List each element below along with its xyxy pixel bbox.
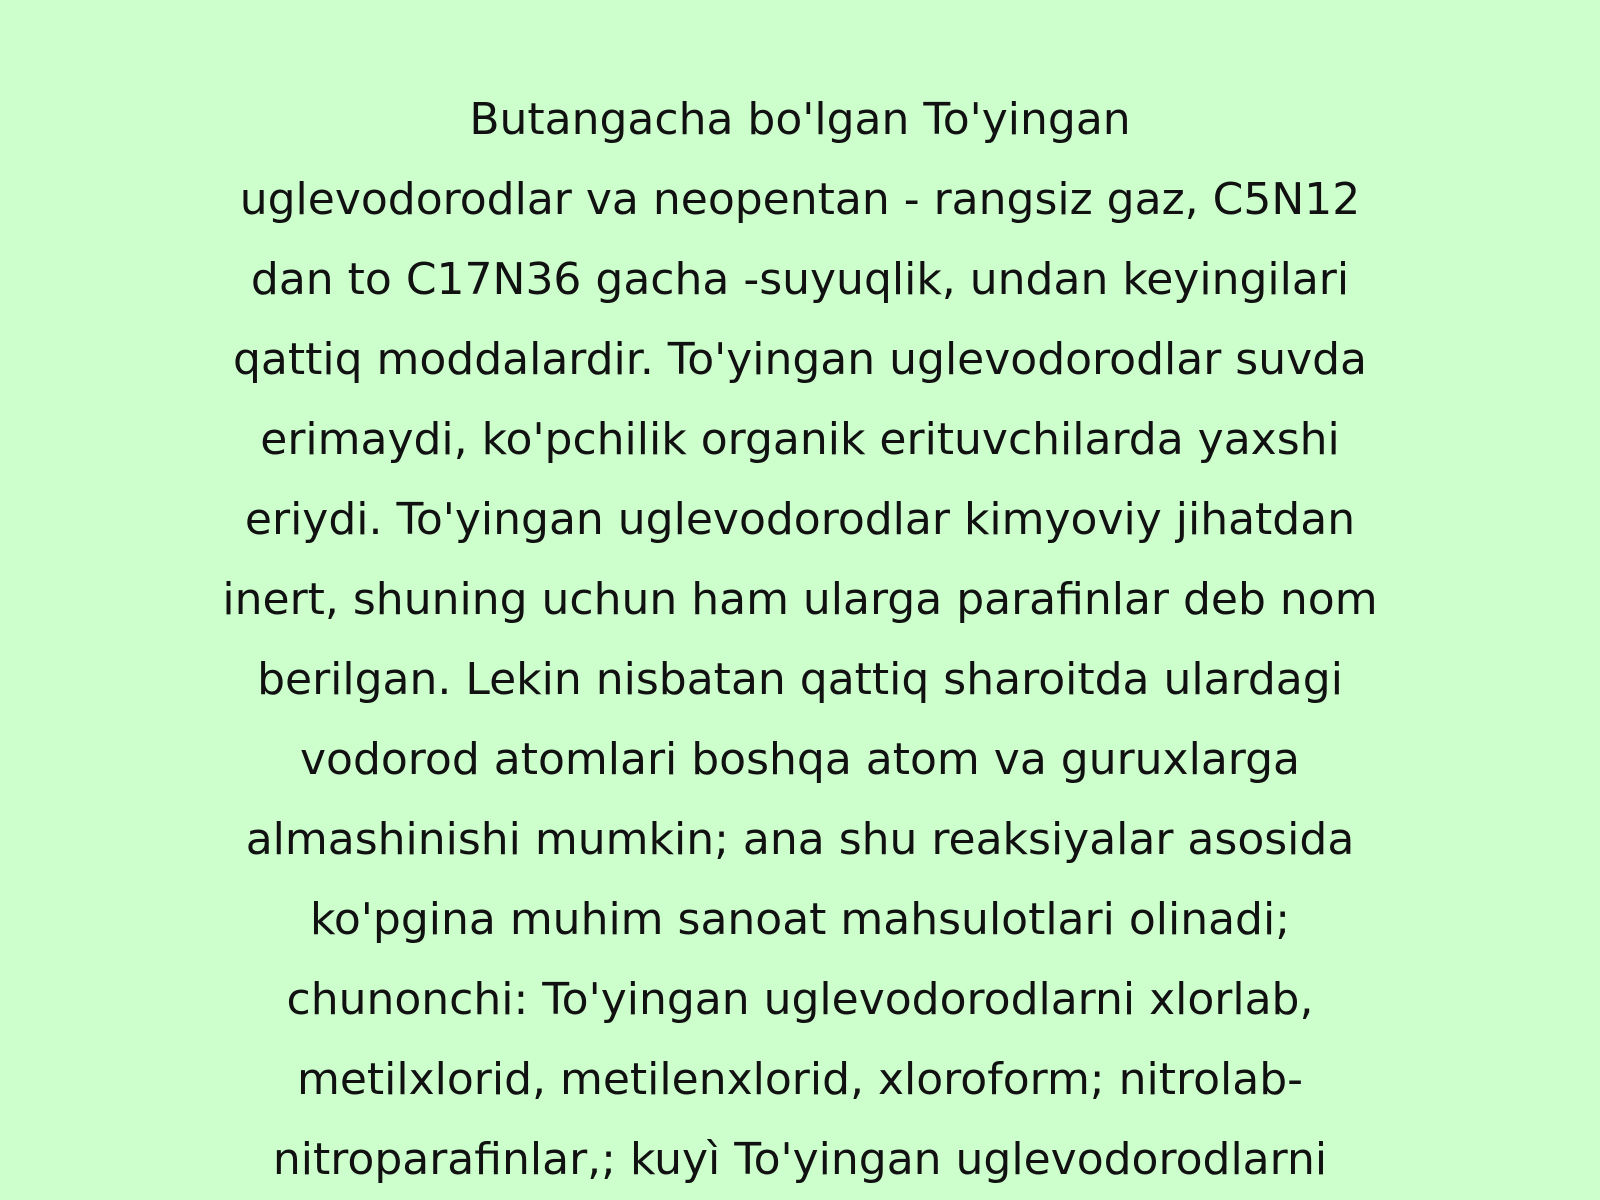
text-line: inert, shuning uchun ham ularga parafinlar deb nom: [222, 574, 1378, 625]
text-line: metilxlorid, metilenxlorid, xloroform; nitrolab-: [296, 1054, 1304, 1105]
text-line: Butangacha bo'lgan To'yingan: [469, 94, 1131, 145]
text-line: erimaydi, ko'pchilik organik erituvchilarda yaxshi: [260, 414, 1340, 465]
body-text: [200, 80, 1400, 1200]
text-line: dan to C17N36 gacha -suyuqlik, undan keyingilari: [250, 254, 1350, 305]
text-line: eriydi. To'yingan uglevodorodlar kimyoviy jihatdan: [244, 494, 1356, 545]
text-line: almashinishi mumkin; ana shu reaksiyalar asosida: [245, 814, 1355, 865]
text-line: berilgan. Lekin nisbatan qattiq sharoitda ulardagi: [257, 654, 1343, 705]
text-line: uglevodorodlar va neopentan - rangsiz gaz, C5N12: [239, 174, 1361, 225]
text-line: nitroparafinlar,; kuyì To'yingan uglevodorodlarni: [272, 1134, 1328, 1185]
text-line: vodorod atomlari boshqa atom va guruxlarga: [300, 734, 1300, 785]
text-line: chunonchi: To'yingan uglevodorodlarni xlorlab,: [286, 974, 1314, 1025]
text-line: qattiq moddalardir. To'yingan uglevodorodlar suvda: [232, 334, 1368, 385]
text-line: ko'pgina muhim sanoat mahsulotlari olinadi;: [309, 894, 1291, 945]
